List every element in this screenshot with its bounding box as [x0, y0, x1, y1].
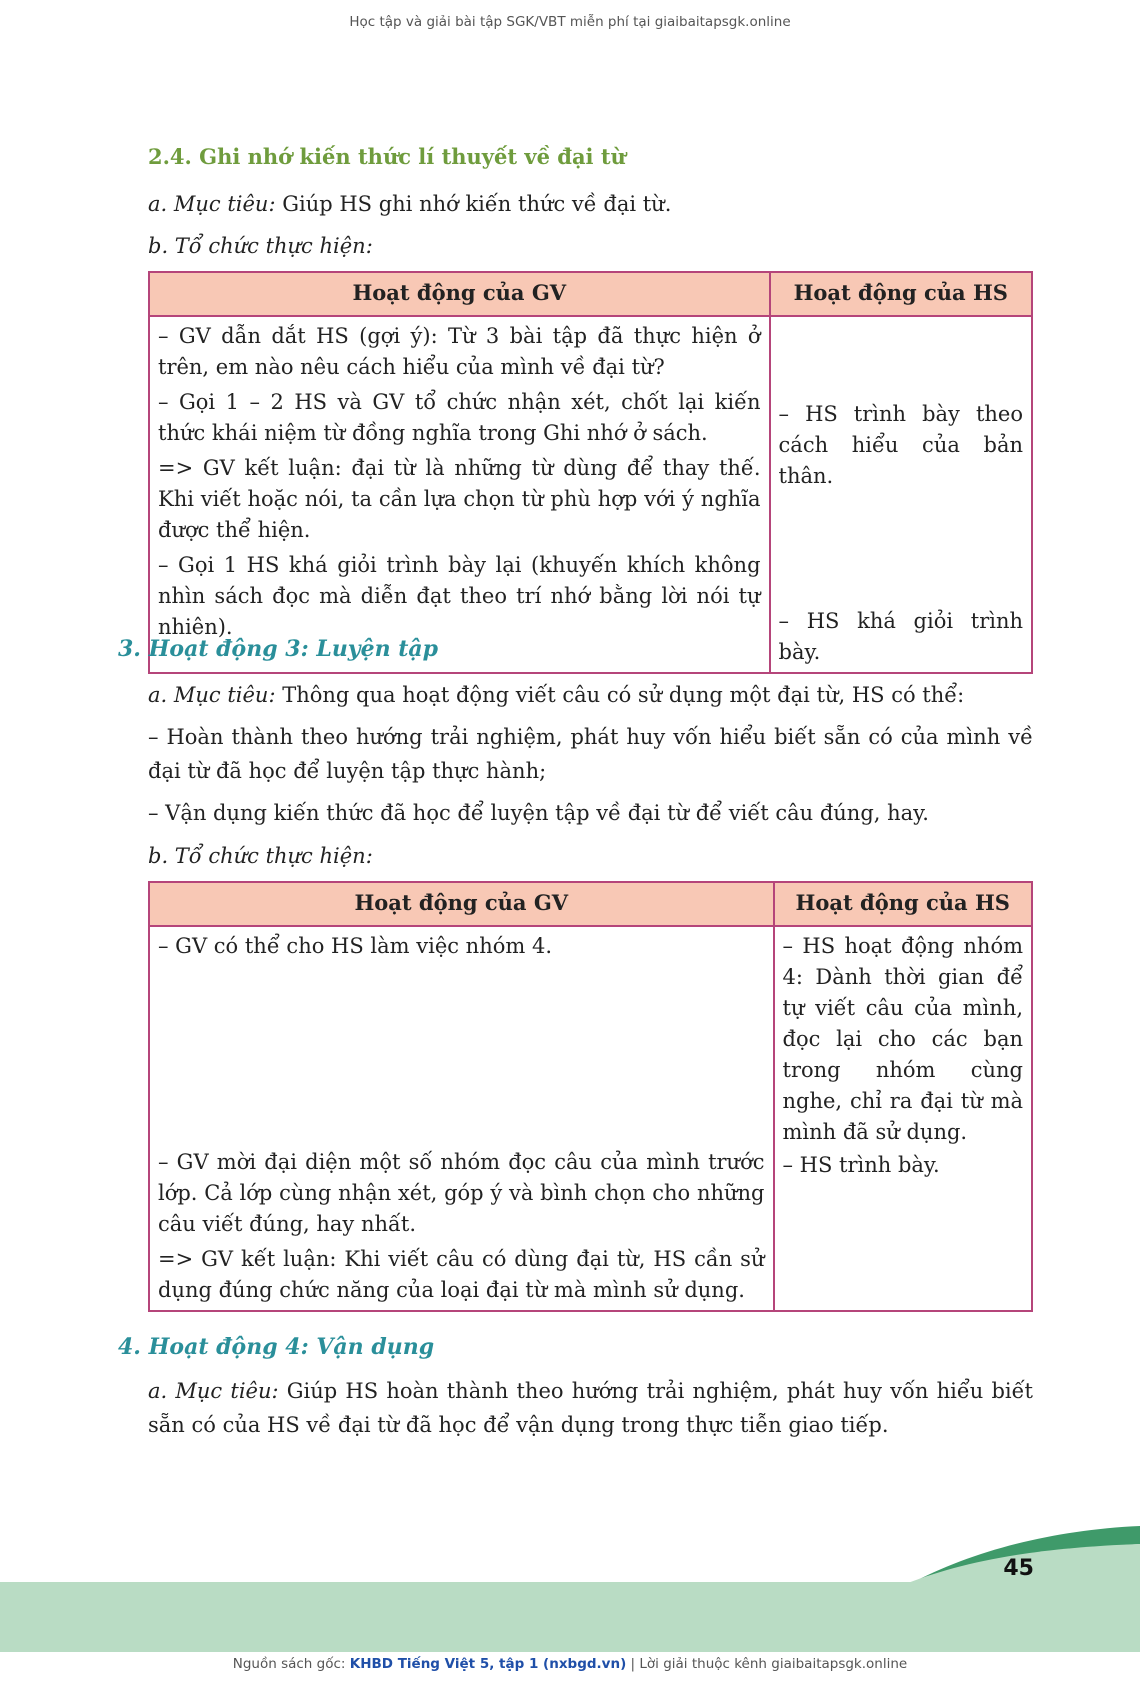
section-2-4-title: 2.4. Ghi nhớ kiến thức lí thuyết về đại từ: [148, 144, 626, 169]
section-4-title: 4. Hoạt động 4: Vận dụng: [118, 1334, 435, 1360]
gv-item: – Gọi 1 – 2 HS và GV tổ chức nhận xét, chốt lại kiến thức khái niệm từ đồng nghĩa trong Ghi nhớ ở sách.: [158, 390, 761, 445]
footer-suffix: | Lời giải thuộc kênh giaibaitapsgk.online: [626, 1656, 908, 1672]
goal-text: Giúp HS ghi nhớ kiến thức về đại từ.: [275, 192, 672, 216]
section-4-goal: [148, 1374, 1033, 1442]
section-3-org-label: b. Tổ chức thực hiện:: [148, 844, 373, 868]
gv-cell: [149, 316, 770, 673]
section-3-bullet-2: – Vận dụng kiến thức đã học để luyện tập về đại từ để viết câu đúng, hay.: [148, 801, 929, 825]
col-header-hs: Hoạt động của HS: [770, 272, 1032, 316]
section-3-goal: [148, 678, 1033, 712]
section-2-4-goal: [148, 190, 671, 218]
footer-prefix: Nguồn sách gốc:: [232, 1656, 350, 1672]
hs-item: – HS trình bày.: [782, 1153, 940, 1177]
table-header-row: [149, 272, 1032, 316]
hs-item: – HS khá giỏi trình bày.: [778, 609, 1023, 664]
goal-label: a. Mục tiêu:: [148, 192, 276, 216]
hs-item: – HS trình bày theo cách hiểu của bản thân.: [778, 402, 1023, 488]
gv-item: – Gọi 1 HS khá giỏi trình bày lại (khuyến khích không nhìn sách đọc mà diễn đạt theo trí nhớ bằng lời nói tự nhiên).: [158, 553, 761, 639]
goal-text: Giúp HS hoàn thành theo hướng trải nghiệm, phát huy vốn hiểu biết sẵn có của HS về đại từ đã học để vận dụng trong thực tiễn giao tiếp.: [148, 1379, 1033, 1437]
gv-item: => GV kết luận: Khi viết câu có dùng đại từ, HS cần sử dụng đúng chức năng của loại đại từ mà mình sử dụng.: [158, 1247, 765, 1302]
table-row: [149, 316, 1032, 673]
section-2-4-org-label: b. Tổ chức thực hiện:: [148, 234, 373, 258]
hs-item: – HS hoạt động nhóm 4: Dành thời gian để tự viết câu của mình, đọc lại cho các bạn trong nhóm cùng nghe, chỉ ra đại từ mà mình đã sử dụng.: [782, 934, 1023, 1144]
section-3-title: 3. Hoạt động 3: Luyện tập: [118, 636, 439, 662]
col-header-gv: Hoạt động của GV: [149, 882, 774, 926]
goal-label: a. Mục tiêu:: [148, 683, 276, 707]
col-header-hs: Hoạt động của HS: [774, 882, 1033, 926]
activity-table-2-4: [148, 271, 1033, 674]
page-number: 45: [1003, 1556, 1034, 1581]
table-row: [149, 926, 1032, 1311]
footer-band: [0, 1582, 1140, 1652]
gv-item: – GV có thể cho HS làm việc nhóm 4.: [158, 934, 552, 958]
table-header-row: [149, 882, 1032, 926]
activity-table-3: [148, 881, 1033, 1312]
gv-item: => GV kết luận: đại từ là những từ dùng để thay thế. Khi viết hoặc nói, ta cần lựa chọn từ phù hợp với ý nghĩa được thể hiện.: [158, 456, 761, 542]
footer-source-link[interactable]: KHBD Tiếng Việt 5, tập 1 (nxbgd.vn): [349, 1656, 627, 1672]
header-note: Học tập và giải bài tập SGK/VBT miễn phí tại giaibaitapsgk.online: [349, 14, 791, 30]
hs-cell: [770, 316, 1032, 673]
section-3-bullet-1: – Hoàn thành theo hướng trải nghiệm, phát huy vốn hiểu biết sẵn có của mình về đại từ đã học để luyện tập thực hành;: [148, 725, 1033, 783]
hs-cell: [774, 926, 1033, 1311]
goal-text: Thông qua hoạt động viết câu có sử dụng một đại từ, HS có thể:: [275, 683, 965, 707]
gv-cell: [149, 926, 774, 1311]
footer-note: [0, 1656, 1140, 1672]
goal-label: a. Mục tiêu:: [148, 1379, 279, 1403]
gv-item: – GV dẫn dắt HS (gợi ý): Từ 3 bài tập đã thực hiện ở trên, em nào nêu cách hiểu của mình về đại từ?: [158, 324, 761, 379]
gv-item: – GV mời đại diện một số nhóm đọc câu của mình trước lớp. Cả lớp cùng nhận xét, góp ý và bình chọn cho những câu viết đúng, hay nhất.: [158, 1150, 765, 1236]
col-header-gv: Hoạt động của GV: [149, 272, 770, 316]
